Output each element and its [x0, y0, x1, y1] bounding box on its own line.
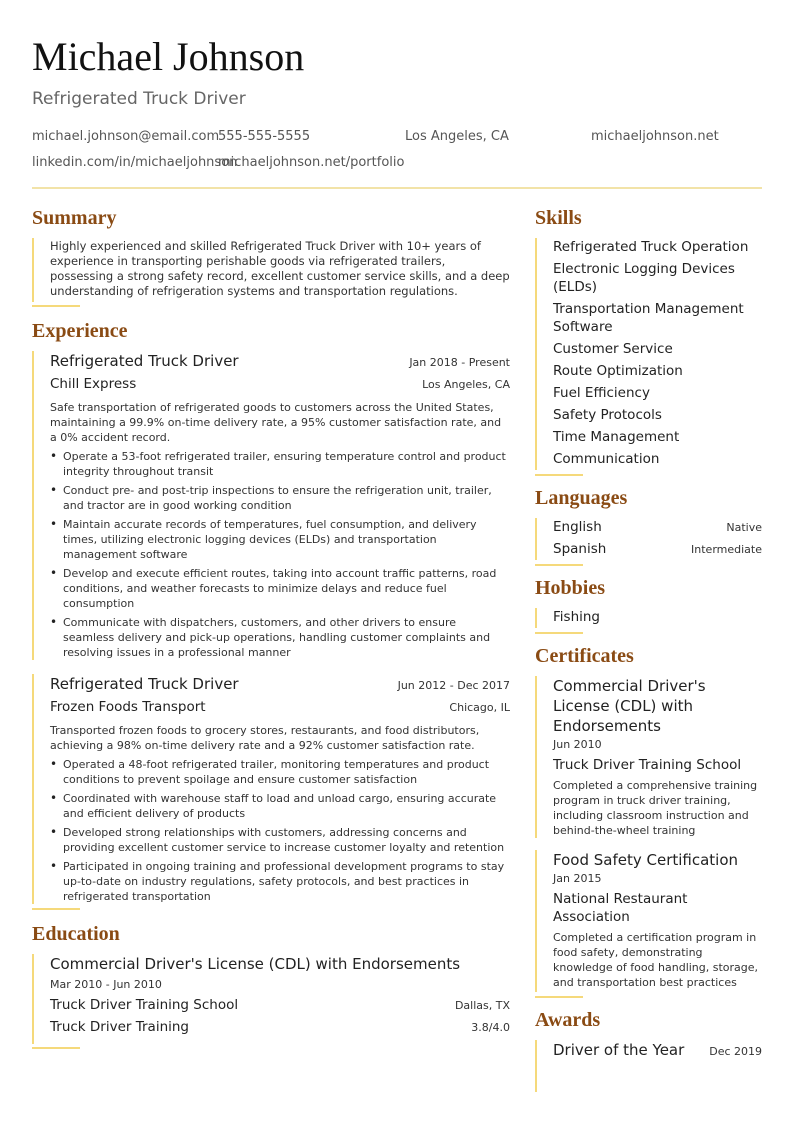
job-bullet: • Develop and execute efficient routes, taking into account traffic patterns, road conditions, and weather forecasts to minimize delays and reduce fuel consumption	[50, 566, 510, 611]
section-rule	[535, 564, 583, 566]
summary-text: Highly experienced and skilled Refrigerated Truck Driver with 10+ years of experience in transporting perishable goods via refrigerated trailers, possessing a strong safety record, excellent customer service skills, and a deep understanding of refrigeration systems and transportation regulations.	[50, 239, 510, 298]
job-bullet: • Conduct pre- and post-trip inspections to ensure the refrigeration unit, trailer, and tractor are in good working condition	[50, 483, 510, 513]
job-location: Chicago, IL	[449, 701, 510, 714]
job-bullet: • Communicate with dispatchers, customers, and other drivers to ensure seamless delivery and pick-up operations, handling customer complaints and resolving issues in a professional manner	[50, 615, 510, 660]
skills-section	[535, 238, 762, 470]
award-date: Dec 2019	[709, 1045, 762, 1058]
section-rule	[32, 908, 80, 910]
experience-item	[32, 674, 510, 904]
skills-heading: Skills	[535, 207, 582, 229]
header-divider	[32, 187, 762, 189]
job-location: Los Angeles, CA	[422, 378, 510, 391]
location: Los Angeles, CA	[405, 129, 509, 144]
certificate-description: Completed a certification program in food safety, demonstrating knowledge of food handling, storage, and transportation best practices	[553, 931, 759, 989]
job-bullet: • Coordinated with warehouse staff to load and unload cargo, ensuring accurate and efficient delivery of products	[50, 791, 510, 821]
awards-heading: Awards	[535, 1009, 601, 1031]
education-dates: Mar 2010 - Jun 2010	[50, 978, 162, 991]
skill-item: Electronic Logging Devices (ELDs)	[553, 261, 735, 295]
job-dates: Jun 2012 - Dec 2017	[397, 679, 510, 692]
candidate-name: Michael Johnson	[32, 34, 305, 79]
linkedin-link[interactable]: linkedin.com/in/michaeljohnson	[32, 155, 238, 170]
summary-heading: Summary	[32, 207, 117, 229]
skill-item: Route Optimization	[553, 363, 683, 379]
school-name: Truck Driver Training School	[50, 997, 239, 1013]
job-role: Refrigerated Truck Driver	[32, 89, 246, 109]
skill-item: Refrigerated Truck Operation	[553, 239, 749, 255]
certificate-item	[535, 850, 762, 992]
sidebar-column	[535, 208, 762, 1092]
section-rule	[535, 632, 583, 634]
section-rule	[535, 474, 583, 476]
language-name: Spanish	[553, 541, 607, 557]
languages-section	[535, 518, 762, 560]
job-bullet: • Operate a 53-foot refrigerated trailer, ensuring temperature control and product integrity throughout transit	[50, 449, 510, 479]
portfolio-link[interactable]: michaeljohnson.net/portfolio	[218, 155, 405, 170]
award-title: Driver of the Year	[553, 1041, 685, 1059]
skill-item: Fuel Efficiency	[553, 385, 650, 401]
job-dates: Jan 2018 - Present	[409, 356, 510, 369]
certificate-title: Food Safety Certification	[553, 851, 739, 869]
company-name: Frozen Foods Transport	[50, 699, 206, 715]
job-title: Refrigerated Truck Driver	[50, 352, 239, 370]
hobbies-section	[535, 608, 762, 628]
skill-item: Communication	[553, 451, 660, 467]
certificate-issuer: National Restaurant Association	[553, 891, 688, 925]
job-bullets	[50, 449, 510, 660]
award-item	[535, 1040, 762, 1092]
website-link[interactable]: michaeljohnson.net	[591, 129, 719, 144]
experience-item	[32, 351, 510, 660]
section-rule	[32, 305, 80, 307]
certificate-item	[535, 676, 762, 838]
program-name: Truck Driver Training	[50, 1019, 190, 1035]
skill-item: Transportation Management Software	[553, 301, 744, 335]
certificate-description: Completed a comprehensive training program in truck driver training, including classroom instruction and behind-the-wheel training	[553, 779, 758, 837]
job-description: Safe transportation of refrigerated goods to customers across the United States, maintaining a 99.9% on-time delivery rate, a 95% customer satisfaction rate, and a 0% accident record.	[50, 401, 502, 444]
experience-heading: Experience	[32, 320, 128, 342]
degree-title: Commercial Driver's License (CDL) with Endorsements	[50, 955, 461, 973]
school-location: Dallas, TX	[454, 999, 510, 1012]
hobby-item: Fishing	[553, 609, 600, 625]
education-heading: Education	[32, 923, 120, 945]
main-column	[32, 208, 510, 1049]
job-bullet: • Developed strong relationships with customers, addressing concerns and providing excellent customer service to increase customer loyalty and retention	[50, 825, 510, 855]
job-bullet: • Participated in ongoing training and professional development programs to stay up-to-date on industry regulations, safety protocols, and best practices in refrigerated transportation	[50, 859, 510, 904]
certificate-title: Commercial Driver's License (CDL) with Endorsements	[553, 677, 706, 735]
company-name: Chill Express	[50, 376, 137, 392]
section-rule	[535, 996, 583, 998]
job-bullet: • Operated a 48-foot refrigerated trailer, monitoring temperatures and product conditions to prevent spoilage and ensure customer satisfaction	[50, 757, 510, 787]
summary-section	[32, 238, 510, 302]
phone-number: 555-555-5555	[218, 129, 311, 144]
certificate-date: Jun 2010	[553, 738, 602, 751]
email-link[interactable]: michael.johnson@email.com	[32, 129, 220, 144]
gpa: 3.8/4.0	[471, 1021, 510, 1034]
education-item	[32, 954, 510, 1044]
certificates-heading: Certificates	[535, 645, 634, 667]
job-title: Refrigerated Truck Driver	[50, 675, 239, 693]
section-rule	[32, 1047, 80, 1049]
certificate-issuer: Truck Driver Training School	[553, 757, 742, 773]
language-level: Intermediate	[691, 543, 762, 556]
job-bullet: • Maintain accurate records of temperatures, fuel consumption, and delivery times, utilizing electronic logging devices (ELDs) and transportation management software	[50, 517, 510, 562]
languages-heading: Languages	[535, 487, 628, 509]
skill-item: Time Management	[553, 429, 680, 445]
skill-item: Customer Service	[553, 341, 673, 357]
language-level: Native	[726, 521, 762, 534]
skill-item: Safety Protocols	[553, 407, 662, 423]
hobbies-heading: Hobbies	[535, 577, 606, 599]
certificate-date: Jan 2015	[553, 872, 602, 885]
job-bullets	[50, 757, 510, 904]
job-description: Transported frozen foods to grocery stores, restaurants, and food distributors, achieving a 98% on-time delivery rate and a 92% customer satisfaction rate.	[50, 724, 480, 752]
language-name: English	[553, 519, 602, 535]
